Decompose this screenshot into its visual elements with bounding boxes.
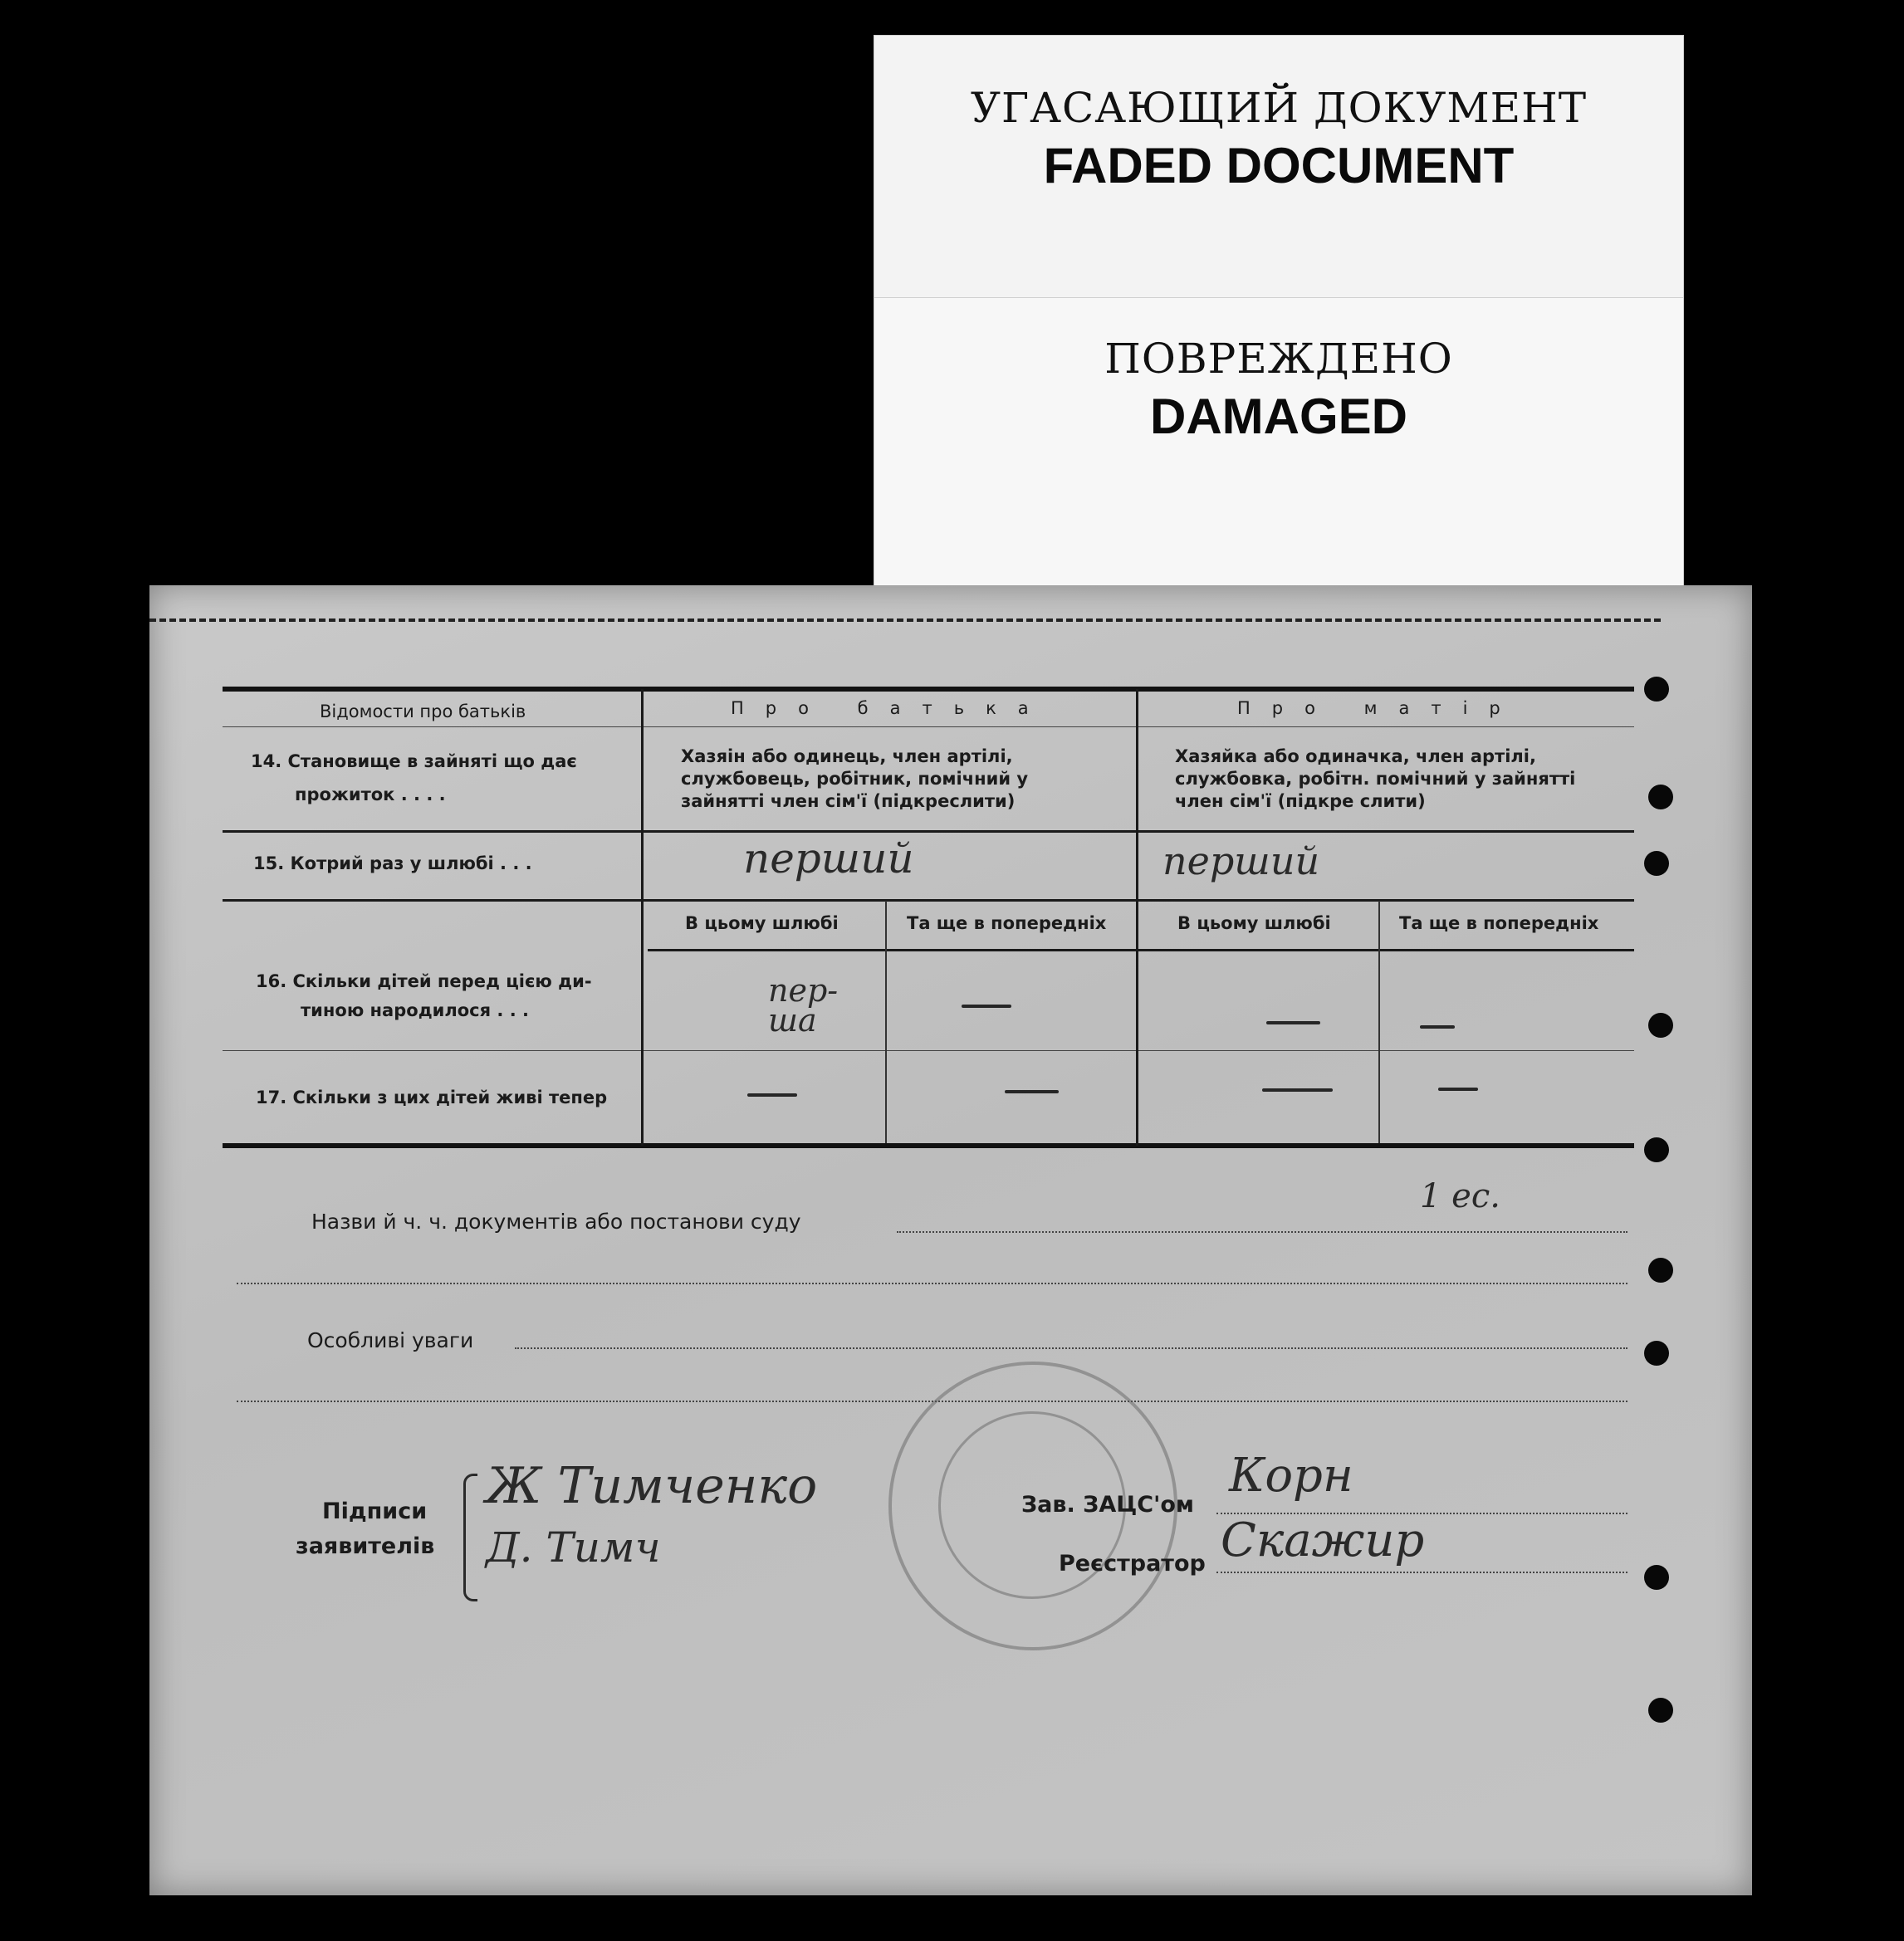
notes-fill-line <box>515 1347 1627 1349</box>
margin-note: 1 ес. <box>1420 1177 1500 1215</box>
row15-father-value: перший <box>743 834 914 882</box>
row15-label: 15. Котрий раз у шлюбі . . . <box>253 853 532 873</box>
sub-mother-this-marriage: В цьому шлюбі <box>1177 913 1331 933</box>
row17-father-prev-dash <box>1005 1090 1059 1093</box>
signatures-label-2: заявителів <box>296 1533 435 1559</box>
notes-label: Особливі уваги <box>307 1328 474 1352</box>
faded-document-card <box>874 35 1684 302</box>
row14-father-options: Хазяін або одинець, член артілі, службовець, робітник, помічний у зайнятті член сім'ї (підкреслити) <box>681 746 1029 811</box>
row16-mother-prev-dash <box>1420 1025 1455 1029</box>
row14-label-b: прожиток . . . . <box>295 785 446 804</box>
punch-hole <box>1648 1698 1673 1723</box>
header-parents: Відомости про батьків <box>320 702 526 721</box>
col-divider-mother-sub <box>1378 901 1380 1143</box>
row16-divider <box>223 1050 1634 1051</box>
punch-hole <box>1648 785 1673 809</box>
head-label: Зав. ЗАЦС'ом <box>1021 1492 1194 1518</box>
row17-father-this-dash <box>747 1093 797 1097</box>
punch-hole <box>1644 1137 1669 1162</box>
sub-father-previous: Та ще в попередніх <box>907 913 1107 933</box>
header-mother: Про матір <box>1237 698 1522 718</box>
row16-father-this: пер- ша <box>768 972 839 1039</box>
punch-hole <box>1648 1013 1673 1038</box>
col-divider-labels <box>641 689 644 1146</box>
applicant-1-signature: Ж Тимченко <box>486 1457 818 1515</box>
row14-mother-options: Хазяйка або одиначка, член артілі, службовка, робітн. помічний у зайнятті член сім'ї (підкре слити) <box>1175 746 1576 811</box>
row17-label: 17. Скільки з цих дітей живі тепер <box>256 1088 608 1107</box>
row15-mother-value: перший <box>1162 838 1320 883</box>
head-signature: Корн <box>1229 1449 1353 1503</box>
registrar-fill-line <box>1216 1572 1627 1573</box>
damaged-label-ru: ПОВРЕЖДЕНО <box>1104 335 1453 383</box>
punch-hole <box>1644 851 1669 876</box>
damaged-document-card <box>874 297 1684 591</box>
subheader-divider <box>648 949 1634 951</box>
table-bottom-border <box>223 1143 1634 1148</box>
row16-father-prev-dash <box>962 1005 1011 1008</box>
signatures-brace <box>463 1474 477 1601</box>
faded-label-ru: УГАСАЮЩИЙ ДОКУМЕНТ <box>970 84 1588 132</box>
row16-label-a: 16. Скільки дітей перед цією ди- <box>256 971 592 991</box>
documents-label: Назви й ч. ч. документів або постанови суду <box>311 1210 801 1234</box>
punch-hole <box>1644 677 1669 702</box>
row16-label-b: тиною народилося . . . <box>301 1000 529 1020</box>
row17-mother-this-dash <box>1262 1088 1333 1092</box>
applicant-2-signature: Д. Тимч <box>486 1523 661 1572</box>
table-top-border <box>223 687 1634 692</box>
registrar-signature: Скажир <box>1221 1513 1425 1567</box>
punch-hole <box>1648 1258 1673 1283</box>
punch-hole <box>1644 1341 1669 1366</box>
row17-mother-prev-dash <box>1438 1088 1478 1091</box>
row16-mother-this-dash <box>1266 1021 1320 1024</box>
signatures-label-1: Підписи <box>322 1499 428 1524</box>
col-divider-father-sub <box>885 901 887 1143</box>
registration-form-page <box>149 585 1752 1895</box>
top-perforation <box>149 618 1661 622</box>
row14-label-a: 14. Становище в зайняті що дає <box>251 751 577 771</box>
sub-mother-previous: Та ще в попередніх <box>1399 913 1599 933</box>
row15-divider <box>223 899 1634 902</box>
header-father: Про батька <box>731 698 1050 718</box>
documents-fill-line <box>897 1231 1627 1233</box>
header-divider <box>223 726 1634 727</box>
punch-hole <box>1644 1565 1669 1590</box>
damaged-label-en: DAMAGED <box>1150 389 1407 444</box>
sub-father-this-marriage: В цьому шлюбі <box>685 913 839 933</box>
documents-fill-line-2 <box>237 1283 1627 1284</box>
faded-label-en: FADED DOCUMENT <box>1043 138 1515 193</box>
registrar-label: Реєстратор <box>1059 1551 1206 1577</box>
col-divider-parents <box>1136 689 1138 1146</box>
row14-divider <box>223 830 1634 833</box>
